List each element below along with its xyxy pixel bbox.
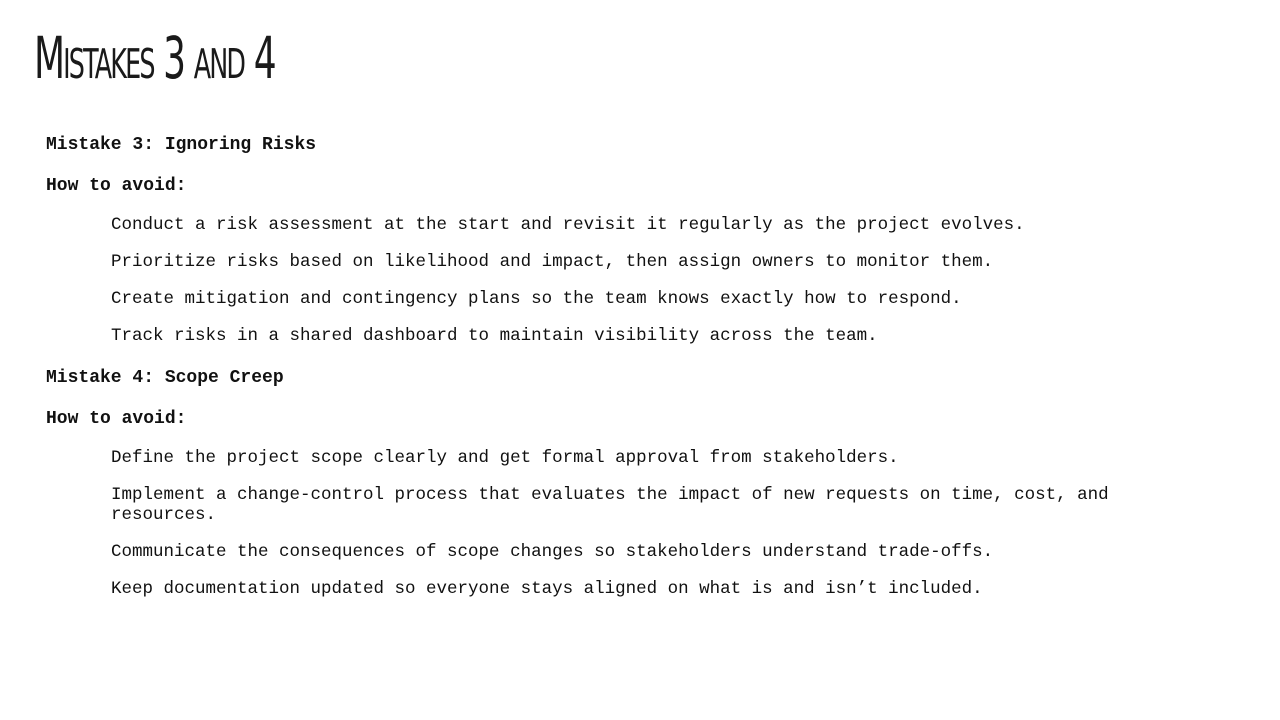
section-heading: Mistake 3: Ignoring Risks bbox=[46, 135, 317, 155]
slide-body bbox=[46, 133, 1246, 599]
list-item: Communicate the consequences of scope changes so stakeholders understand trade-offs. bbox=[111, 542, 994, 562]
list-item: Keep documentation updated so everyone stays aligned on what is and isn’t included. bbox=[111, 579, 983, 599]
list-item: Implement a change-control process that evaluates the impact of new requests on time, cost, and resources. bbox=[111, 485, 1109, 525]
section-mistake-4 bbox=[46, 366, 1246, 599]
list-item: Track risks in a shared dashboard to maintain visibility across the team. bbox=[111, 326, 878, 346]
slide-title: Mistakes 3 and 4 bbox=[34, 24, 275, 92]
avoid-list bbox=[46, 215, 1246, 346]
how-to-avoid-label: How to avoid: bbox=[46, 409, 187, 429]
list-item: Conduct a risk assessment at the start and revisit it regularly as the project evolves. bbox=[111, 215, 1025, 235]
list-item: Define the project scope clearly and get formal approval from stakeholders. bbox=[111, 448, 899, 468]
list-item: Create mitigation and contingency plans so the team knows exactly how to respond. bbox=[111, 289, 962, 309]
avoid-list bbox=[46, 448, 1246, 599]
list-item: Prioritize risks based on likelihood and impact, then assign owners to monitor them. bbox=[111, 252, 994, 272]
section-mistake-3 bbox=[46, 133, 1246, 346]
how-to-avoid-label: How to avoid: bbox=[46, 176, 187, 196]
section-heading: Mistake 4: Scope Creep bbox=[46, 368, 284, 388]
